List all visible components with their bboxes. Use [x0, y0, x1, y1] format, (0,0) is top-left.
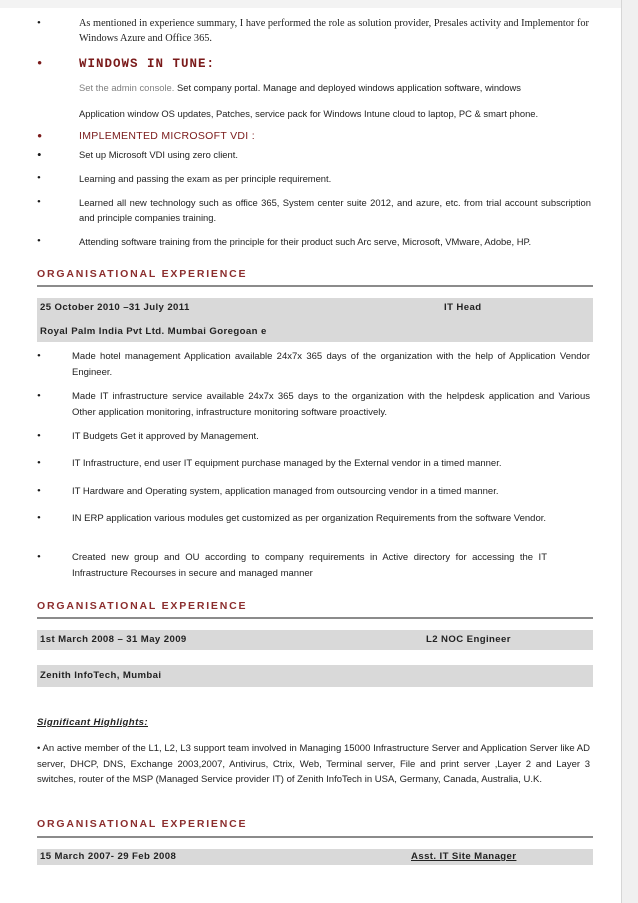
job-role: Asst. IT Site Manager [411, 851, 517, 862]
bullet-glyph: • [37, 56, 43, 72]
section-title: ORGANISATIONAL EXPERIENCE [37, 818, 248, 830]
vdi-item: Learning and passing the exam as per principle requirement. [79, 173, 332, 184]
bullet-glyph: • [37, 350, 41, 362]
windows-tune-line1-rest: Set company portal. Manage and deployed windows application software, windows [174, 82, 521, 93]
section-divider [37, 617, 593, 619]
job-role: L2 NOC Engineer [426, 634, 511, 645]
job-duty: Created new group and OU according to company requirements in Active directory for accessing the IT Infrastructure Recourses in secure and managed manner [72, 552, 547, 579]
highlight-text: • An active member of the L1, L2, L3 support team involved in Managing 15000 Infrastructure Server and Application Server like AD server, DHCP, DNS, Exchange 2003,2007, Antivirus, Ctrix, Web, Terminal server, File and print server ,Layer 2 and Layer 3 switches, router of the MSP (Managed Service provider IT) of Zenith InfoTech in USA, Germany, Canada, Australia, U.K. [37, 743, 590, 785]
job-company: Royal Palm India Pvt Ltd. Mumbai Goregoan e [40, 326, 267, 337]
windows-tune-line1-gray: Set the admin console. [79, 82, 175, 93]
page-right-edge [621, 0, 638, 903]
job-date: 15 March 2007- 29 Feb 2008 [40, 851, 177, 862]
section-divider [37, 285, 593, 287]
job-duty: IN ERP application various modules get customized as per organization Requirements from the software Vendor. [72, 513, 547, 524]
job-company: Zenith InfoTech, Mumbai [40, 670, 162, 681]
bullet-glyph: • [37, 551, 41, 563]
intro-bullet-text: As mentioned in experience summary, I have performed the role as solution provider, Presales activity and Implementor for Windows Azure and Office 365. [79, 18, 589, 44]
bullet-glyph: • [37, 17, 41, 29]
windows-tune-heading: WINDOWS IN TUNE: [79, 57, 216, 71]
windows-tune-line1 [79, 80, 599, 95]
bullet-glyph: • [37, 235, 41, 247]
job-date: 25 October 2010 –31 July 2011 [40, 302, 190, 313]
bullet-glyph: • [37, 457, 41, 469]
vdi-item: Attending software training from the principle for their product such Arc serve, Microsoft, VMware, Adobe, HP. [79, 236, 532, 247]
vdi-item: Learned all new technology such as office 365, System center suite 2012, and azure, etc. from trial account subscription and principle companies training. [79, 197, 591, 223]
job-duty: Made IT infrastructure service available 24x7x 365 days to the organization with the helpdesk application and Various Other application monitoring, infrastructure monitoring software proactively. [72, 391, 590, 418]
job-duty: IT Hardware and Operating system, application managed from outsourcing vendor in a timed manner. [72, 486, 499, 497]
job-duty: Made hotel management Application available 24x7x 365 days of the organization with the help of Application Vendor Engineer. [72, 351, 590, 378]
bullet-glyph: • [37, 430, 41, 442]
section-title: ORGANISATIONAL EXPERIENCE [37, 600, 248, 612]
bullet-glyph: • [37, 390, 41, 402]
bullet-glyph: • [37, 129, 43, 145]
section-title: ORGANISATIONAL EXPERIENCE [37, 268, 248, 280]
page-top-edge [0, 0, 638, 8]
windows-tune-line2: Application window OS updates, Patches, service pack for Windows Intune cloud to laptop, PC & smart phone. [79, 108, 539, 119]
vdi-heading: IMPLEMENTED MICROSOFT VDI : [79, 130, 255, 142]
job-date: 1st March 2008 – 31 May 2009 [40, 634, 187, 645]
job-duty: IT Budgets Get it approved by Management. [72, 431, 259, 442]
section-divider [37, 836, 593, 838]
vdi-item: Set up Microsoft VDI using zero client. [79, 149, 238, 160]
bullet-glyph: • [37, 196, 41, 208]
bullet-glyph: • [37, 485, 41, 497]
bullet-glyph: • [37, 147, 42, 162]
job-role: IT Head [444, 302, 482, 313]
highlights-heading: Significant Highlights: [37, 717, 148, 728]
bullet-glyph: • [37, 172, 41, 184]
bullet-glyph: • [37, 512, 41, 524]
job-duty: IT Infrastructure, end user IT equipment purchase managed by the External vendor in a timed manner. [72, 458, 502, 469]
